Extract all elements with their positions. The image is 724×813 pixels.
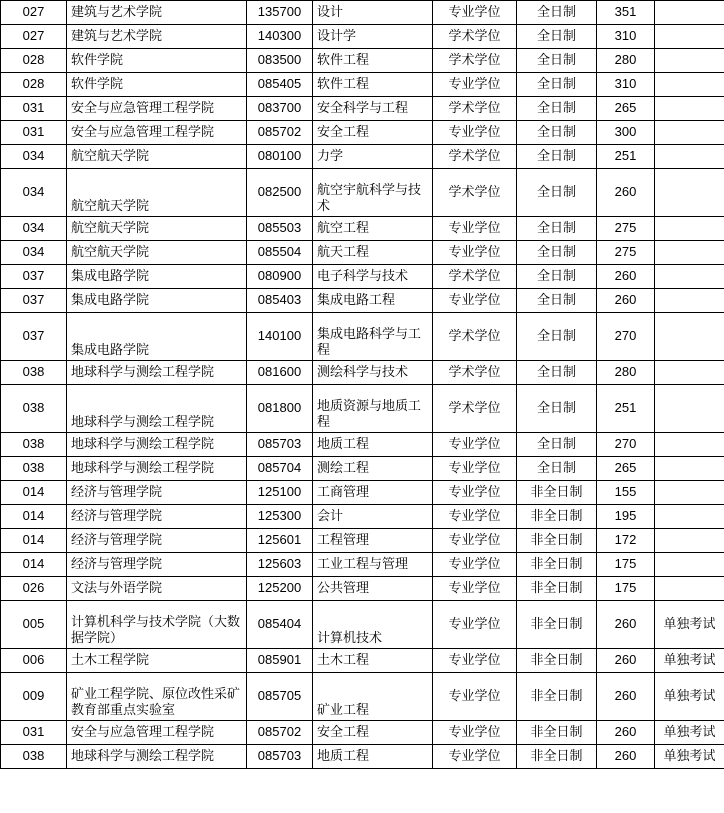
cell-college-name: 地球科学与测绘工程学院: [67, 457, 247, 481]
table-row: [1, 265, 724, 289]
cell-major-code: 125200: [247, 577, 313, 601]
cell-note: [655, 553, 724, 577]
cell-college-code: 038: [1, 457, 67, 481]
cell-degree-type: 专业学位: [433, 721, 517, 745]
table-row: [1, 433, 724, 457]
cell-major-name: 地质资源与地质工程: [313, 385, 433, 433]
cell-college-name: 计算机科学与技术学院（大数据学院）: [67, 601, 247, 649]
cell-note: [655, 25, 724, 49]
cell-major-name: 测绘工程: [313, 457, 433, 481]
cell-college-code: 006: [1, 649, 67, 673]
table-row: [1, 289, 724, 313]
cell-major-name: 工商管理: [313, 481, 433, 505]
cell-study-mode: 全日制: [517, 241, 597, 265]
cell-major-name: 安全工程: [313, 721, 433, 745]
cell-study-mode: 全日制: [517, 49, 597, 73]
cell-study-mode: 非全日制: [517, 553, 597, 577]
cell-major-code: 125300: [247, 505, 313, 529]
cell-score: 260: [597, 169, 655, 217]
table-body: [1, 1, 724, 769]
table-row: [1, 745, 724, 769]
cell-college-name: 软件学院: [67, 73, 247, 97]
cell-major-name: 航空宇航科学与技术: [313, 169, 433, 217]
cell-degree-type: 专业学位: [433, 433, 517, 457]
cell-college-code: 028: [1, 73, 67, 97]
cell-college-name: 矿业工程学院、原位改性采矿教育部重点实验室: [67, 673, 247, 721]
table-row: [1, 217, 724, 241]
cell-note: 单独考试: [655, 721, 724, 745]
cell-note: [655, 169, 724, 217]
cell-degree-type: 专业学位: [433, 289, 517, 313]
cell-study-mode: 非全日制: [517, 577, 597, 601]
cell-note: 单独考试: [655, 745, 724, 769]
cell-degree-type: 专业学位: [433, 673, 517, 721]
cell-major-code: 080100: [247, 145, 313, 169]
cell-note: [655, 385, 724, 433]
cell-college-name: 集成电路学院: [67, 265, 247, 289]
cell-study-mode: 非全日制: [517, 649, 597, 673]
cell-major-code: 085504: [247, 241, 313, 265]
cell-score: 265: [597, 457, 655, 481]
cell-college-name: 航空航天学院: [67, 145, 247, 169]
table-row: [1, 481, 724, 505]
cell-college-code: 027: [1, 1, 67, 25]
cell-degree-type: 学术学位: [433, 145, 517, 169]
cell-major-code: 081800: [247, 385, 313, 433]
cell-score: 270: [597, 313, 655, 361]
cell-major-name: 软件工程: [313, 49, 433, 73]
cell-score: 300: [597, 121, 655, 145]
cell-degree-type: 学术学位: [433, 361, 517, 385]
cell-college-name: 建筑与艺术学院: [67, 1, 247, 25]
cell-major-code: 085704: [247, 457, 313, 481]
cell-note: [655, 289, 724, 313]
table-row: [1, 361, 724, 385]
table-row: [1, 121, 724, 145]
cell-college-code: 031: [1, 97, 67, 121]
cell-major-code: 083500: [247, 49, 313, 73]
cell-major-name: 集成电路工程: [313, 289, 433, 313]
cell-degree-type: 学术学位: [433, 25, 517, 49]
cell-major-name: 工业工程与管理: [313, 553, 433, 577]
cell-college-name: 软件学院: [67, 49, 247, 73]
cell-college-code: 038: [1, 745, 67, 769]
cell-major-name: 力学: [313, 145, 433, 169]
table-row: [1, 241, 724, 265]
cell-college-name: 安全与应急管理工程学院: [67, 97, 247, 121]
cell-college-code: 014: [1, 553, 67, 577]
cell-note: [655, 217, 724, 241]
cell-college-code: 026: [1, 577, 67, 601]
cell-major-code: 083700: [247, 97, 313, 121]
cell-note: [655, 97, 724, 121]
cell-study-mode: 非全日制: [517, 529, 597, 553]
cell-degree-type: 专业学位: [433, 121, 517, 145]
cell-major-name: 矿业工程: [313, 673, 433, 721]
cell-major-code: 085405: [247, 73, 313, 97]
cell-note: [655, 49, 724, 73]
cell-major-name: 航空工程: [313, 217, 433, 241]
cell-college-name: 地球科学与测绘工程学院: [67, 745, 247, 769]
cell-study-mode: 全日制: [517, 457, 597, 481]
cell-score: 351: [597, 1, 655, 25]
cell-major-code: 085404: [247, 601, 313, 649]
cell-major-name: 安全工程: [313, 121, 433, 145]
cell-major-name: 安全科学与工程: [313, 97, 433, 121]
cell-degree-type: 专业学位: [433, 649, 517, 673]
cell-major-name: 软件工程: [313, 73, 433, 97]
cell-college-code: 034: [1, 145, 67, 169]
cell-study-mode: 全日制: [517, 433, 597, 457]
cell-study-mode: 全日制: [517, 1, 597, 25]
cell-note: [655, 121, 724, 145]
cell-note: [655, 457, 724, 481]
table-row: [1, 505, 724, 529]
cell-major-code: 085703: [247, 745, 313, 769]
cell-degree-type: 专业学位: [433, 601, 517, 649]
cell-note: 单独考试: [655, 649, 724, 673]
cell-college-name: 经济与管理学院: [67, 505, 247, 529]
cell-major-name: 会计: [313, 505, 433, 529]
cell-major-name: 电子科学与技术: [313, 265, 433, 289]
cell-note: [655, 361, 724, 385]
cell-college-name: 地球科学与测绘工程学院: [67, 385, 247, 433]
cell-study-mode: 非全日制: [517, 721, 597, 745]
cell-college-name: 文法与外语学院: [67, 577, 247, 601]
cell-college-name: 经济与管理学院: [67, 529, 247, 553]
cell-score: 265: [597, 97, 655, 121]
cell-college-name: 建筑与艺术学院: [67, 25, 247, 49]
table-row: [1, 49, 724, 73]
cell-major-code: 085702: [247, 121, 313, 145]
cell-college-name: 土木工程学院: [67, 649, 247, 673]
cell-study-mode: 非全日制: [517, 481, 597, 505]
cell-college-code: 014: [1, 505, 67, 529]
cell-score: 251: [597, 145, 655, 169]
cell-note: [655, 73, 724, 97]
cell-major-code: 080900: [247, 265, 313, 289]
cell-score: 175: [597, 577, 655, 601]
cell-major-code: 125100: [247, 481, 313, 505]
cell-major-code: 140300: [247, 25, 313, 49]
cell-college-code: 014: [1, 529, 67, 553]
cell-note: [655, 505, 724, 529]
cell-degree-type: 学术学位: [433, 97, 517, 121]
cell-score: 260: [597, 289, 655, 313]
cell-college-code: 037: [1, 265, 67, 289]
cell-major-name: 设计学: [313, 25, 433, 49]
cell-major-name: 测绘科学与技术: [313, 361, 433, 385]
table-row: [1, 25, 724, 49]
cell-study-mode: 非全日制: [517, 505, 597, 529]
cell-college-name: 航空航天学院: [67, 169, 247, 217]
cell-score: 260: [597, 649, 655, 673]
cell-college-code: 028: [1, 49, 67, 73]
cell-college-name: 经济与管理学院: [67, 553, 247, 577]
cell-major-code: 081600: [247, 361, 313, 385]
cell-degree-type: 专业学位: [433, 553, 517, 577]
cell-study-mode: 全日制: [517, 265, 597, 289]
table-row: [1, 385, 724, 433]
cell-study-mode: 全日制: [517, 145, 597, 169]
table-row: [1, 73, 724, 97]
cell-note: [655, 265, 724, 289]
cell-major-name: 计算机技术: [313, 601, 433, 649]
cell-degree-type: 专业学位: [433, 73, 517, 97]
cell-score: 280: [597, 49, 655, 73]
cell-major-code: 125603: [247, 553, 313, 577]
cell-degree-type: 学术学位: [433, 169, 517, 217]
cell-college-code: 037: [1, 289, 67, 313]
cell-major-code: 085503: [247, 217, 313, 241]
table-row: [1, 145, 724, 169]
cell-college-code: 038: [1, 385, 67, 433]
cell-major-code: 125601: [247, 529, 313, 553]
cell-note: [655, 145, 724, 169]
cell-college-name: 安全与应急管理工程学院: [67, 721, 247, 745]
table-row: [1, 1, 724, 25]
cell-note: [655, 313, 724, 361]
cell-major-name: 集成电路科学与工程: [313, 313, 433, 361]
cell-college-name: 航空航天学院: [67, 241, 247, 265]
table-row: [1, 721, 724, 745]
cell-college-code: 034: [1, 241, 67, 265]
cell-study-mode: 全日制: [517, 121, 597, 145]
cell-score: 260: [597, 601, 655, 649]
cell-score: 270: [597, 433, 655, 457]
cell-college-code: 005: [1, 601, 67, 649]
cell-score: 310: [597, 73, 655, 97]
cell-study-mode: 全日制: [517, 217, 597, 241]
cell-college-code: 034: [1, 169, 67, 217]
cell-college-code: 037: [1, 313, 67, 361]
cell-score: 260: [597, 673, 655, 721]
cell-note: [655, 481, 724, 505]
cell-college-name: 安全与应急管理工程学院: [67, 121, 247, 145]
cell-college-name: 集成电路学院: [67, 313, 247, 361]
cell-major-name: 地质工程: [313, 745, 433, 769]
table-row: [1, 97, 724, 121]
cell-study-mode: 全日制: [517, 169, 597, 217]
cell-college-name: 经济与管理学院: [67, 481, 247, 505]
cell-study-mode: 全日制: [517, 25, 597, 49]
cell-college-name: 集成电路学院: [67, 289, 247, 313]
table-row: [1, 457, 724, 481]
cell-score: 172: [597, 529, 655, 553]
cell-note: [655, 529, 724, 553]
cell-college-code: 038: [1, 361, 67, 385]
cell-college-code: 034: [1, 217, 67, 241]
cell-major-code: 085403: [247, 289, 313, 313]
cell-score: 251: [597, 385, 655, 433]
cell-degree-type: 专业学位: [433, 457, 517, 481]
cell-major-code: 140100: [247, 313, 313, 361]
cell-major-name: 公共管理: [313, 577, 433, 601]
cell-major-name: 工程管理: [313, 529, 433, 553]
cell-major-name: 设计: [313, 1, 433, 25]
cell-college-name: 地球科学与测绘工程学院: [67, 361, 247, 385]
cell-score: 275: [597, 241, 655, 265]
cell-study-mode: 全日制: [517, 385, 597, 433]
cell-degree-type: 专业学位: [433, 745, 517, 769]
cell-major-code: 085705: [247, 673, 313, 721]
cell-degree-type: 专业学位: [433, 505, 517, 529]
cell-score: 260: [597, 265, 655, 289]
cell-score: 155: [597, 481, 655, 505]
cell-study-mode: 全日制: [517, 289, 597, 313]
table-row: [1, 673, 724, 721]
cell-study-mode: 全日制: [517, 73, 597, 97]
cell-college-code: 014: [1, 481, 67, 505]
cell-study-mode: 全日制: [517, 361, 597, 385]
cell-note: 单独考试: [655, 601, 724, 649]
cell-score: 310: [597, 25, 655, 49]
cell-study-mode: 非全日制: [517, 601, 597, 649]
cell-college-code: 009: [1, 673, 67, 721]
cell-degree-type: 专业学位: [433, 241, 517, 265]
cell-study-mode: 非全日制: [517, 673, 597, 721]
cell-college-code: 031: [1, 121, 67, 145]
cell-study-mode: 全日制: [517, 313, 597, 361]
cell-degree-type: 学术学位: [433, 313, 517, 361]
cell-college-name: 地球科学与测绘工程学院: [67, 433, 247, 457]
table-row: [1, 601, 724, 649]
cell-college-code: 038: [1, 433, 67, 457]
table-row: [1, 577, 724, 601]
cell-degree-type: 专业学位: [433, 481, 517, 505]
table-row: [1, 649, 724, 673]
cell-major-code: 085901: [247, 649, 313, 673]
cell-note: [655, 1, 724, 25]
cell-score: 280: [597, 361, 655, 385]
table-row: [1, 529, 724, 553]
cell-college-code: 027: [1, 25, 67, 49]
cell-major-name: 土木工程: [313, 649, 433, 673]
table-row: [1, 553, 724, 577]
cell-degree-type: 专业学位: [433, 577, 517, 601]
table-row: [1, 313, 724, 361]
cell-note: [655, 577, 724, 601]
cell-degree-type: 专业学位: [433, 217, 517, 241]
cell-major-code: 085703: [247, 433, 313, 457]
cell-note: [655, 241, 724, 265]
cell-major-code: 135700: [247, 1, 313, 25]
cell-degree-type: 学术学位: [433, 265, 517, 289]
cell-degree-type: 学术学位: [433, 385, 517, 433]
cell-score: 275: [597, 217, 655, 241]
cell-major-name: 航天工程: [313, 241, 433, 265]
cell-note: [655, 433, 724, 457]
cell-score: 260: [597, 721, 655, 745]
cell-score: 260: [597, 745, 655, 769]
cell-degree-type: 专业学位: [433, 1, 517, 25]
cell-degree-type: 学术学位: [433, 49, 517, 73]
cell-college-code: 031: [1, 721, 67, 745]
cell-major-code: 082500: [247, 169, 313, 217]
cell-note: 单独考试: [655, 673, 724, 721]
cell-college-name: 航空航天学院: [67, 217, 247, 241]
cell-study-mode: 非全日制: [517, 745, 597, 769]
cell-major-name: 地质工程: [313, 433, 433, 457]
cell-study-mode: 全日制: [517, 97, 597, 121]
cell-major-code: 085702: [247, 721, 313, 745]
table-row: [1, 169, 724, 217]
cell-score: 195: [597, 505, 655, 529]
cell-score: 175: [597, 553, 655, 577]
cell-degree-type: 专业学位: [433, 529, 517, 553]
